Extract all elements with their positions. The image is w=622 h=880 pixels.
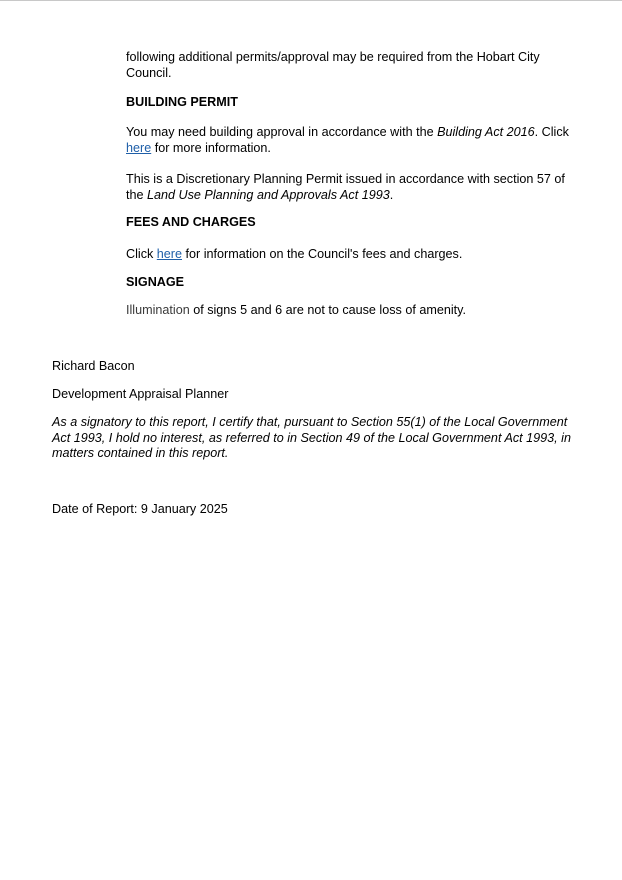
certification-text: As a signatory to this report, I certify that, pursuant to Section 55(1) of the Local Government Act 1993, I hold no interest, as referred to in Section 49 of the Local Government Act 1993, in matters contained in this report.: [52, 415, 571, 461]
building-permit-heading: BUILDING PERMIT: [126, 95, 238, 109]
building-permit-paragraph: [126, 125, 576, 156]
certification-statement: [52, 415, 580, 462]
signage-lead-word: Illumination: [126, 303, 190, 317]
report-date: Date of Report: 9 January 2025: [52, 502, 228, 516]
fees-here-link[interactable]: here: [156, 247, 183, 261]
discretionary-permit-text: This is a Discretionary Planning Permit issued in accordance with section 57 of the: [126, 172, 565, 202]
signatory-title: Development Appraisal Planner: [52, 387, 229, 401]
intro-text: following additional permits/approval may be required from the Hobart City Council.: [126, 50, 540, 80]
discretionary-permit-text-end: .: [389, 187, 394, 202]
page-top-border: [0, 0, 622, 1]
building-permit-text-mid: . Click: [534, 125, 569, 139]
building-act-title: Building Act 2016: [437, 125, 535, 139]
fees-heading: FEES AND CHARGES: [126, 215, 256, 229]
intro-paragraph: [126, 50, 576, 81]
signage-heading: SIGNAGE: [126, 275, 185, 289]
signage-text: of signs 5 and 6 are not to cause loss of amenity.: [189, 303, 466, 317]
signage-paragraph: [126, 303, 576, 319]
building-permit-text-start: You may need building approval in accordance with the: [126, 125, 438, 139]
signatory-name: Richard Bacon: [52, 359, 135, 373]
fees-text-end: for information on the Council's fees and charges.: [182, 247, 463, 261]
fees-paragraph: [126, 247, 576, 263]
discretionary-permit-paragraph: [126, 172, 576, 203]
fees-text-start: Click: [126, 247, 157, 261]
land-use-act-title: Land Use Planning and Approvals Act 1993: [147, 187, 390, 202]
building-permit-text-end: for more information.: [151, 140, 271, 155]
building-permit-here-link[interactable]: here: [126, 140, 152, 155]
